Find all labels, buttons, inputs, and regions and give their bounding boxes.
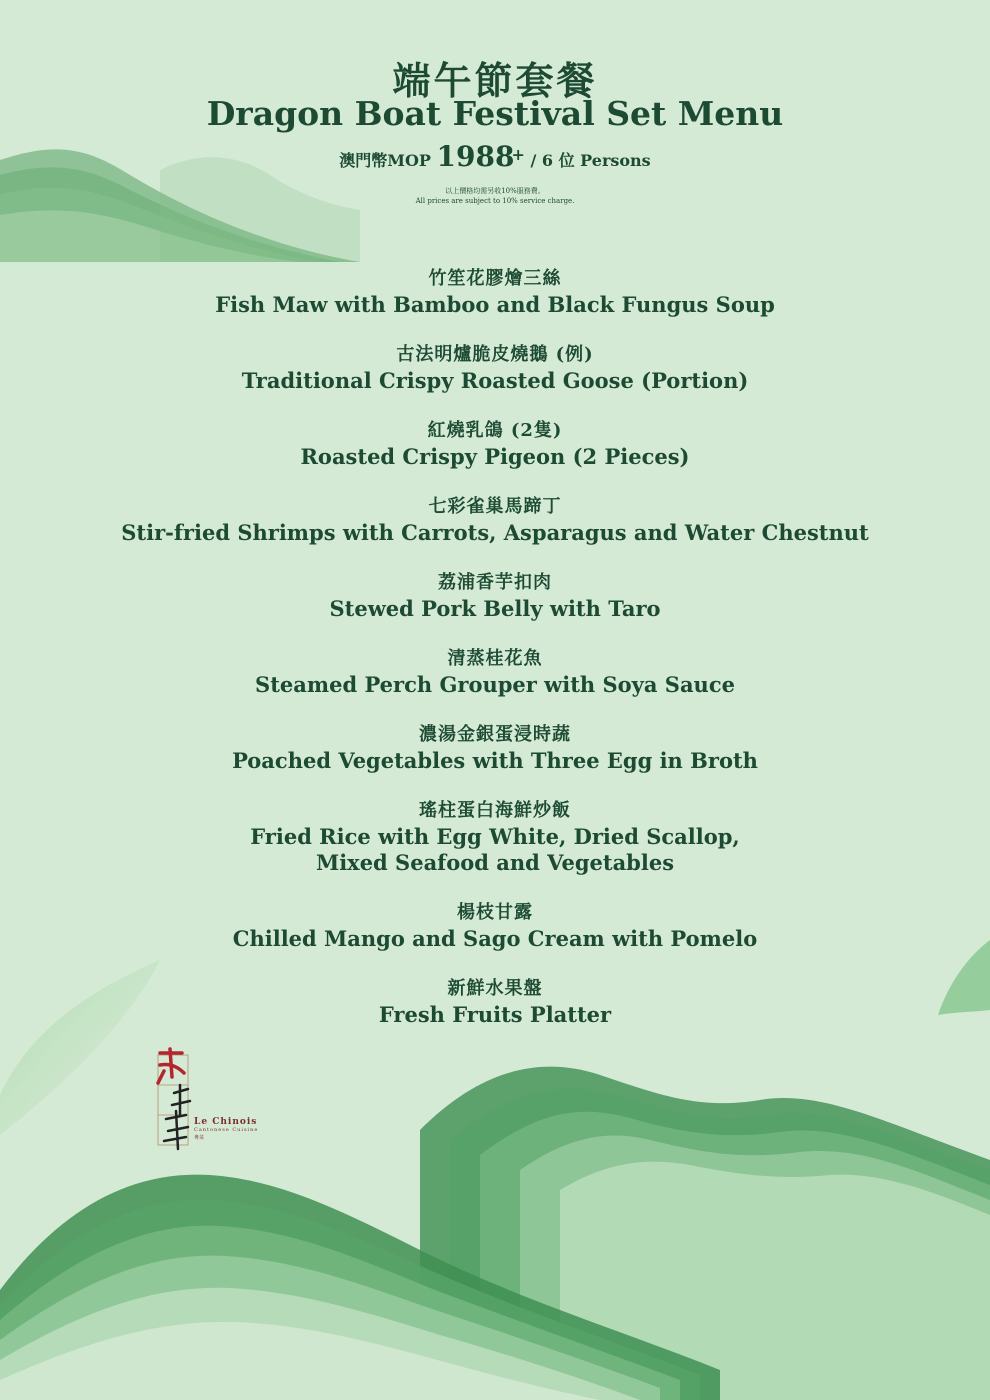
- dish-name-english: Steamed Perch Grouper with Soya Sauce: [255, 672, 735, 697]
- dish-name-chinese: 楊枝甘露: [457, 902, 533, 923]
- dish-name-english: Stir-fried Shrimps with Carrots, Asparagus and Water Chestnut: [121, 520, 869, 545]
- dish-name-chinese: 七彩雀巢馬蹄丁: [428, 496, 562, 517]
- dish-name-english: Traditional Crispy Roasted Goose (Portion): [241, 368, 749, 393]
- logo-brand-name: Le Chinois: [194, 1117, 258, 1127]
- dish-name-english: Fried Rice with Egg White, Dried Scallop, Mixed Seafood and Vegetables: [250, 824, 740, 875]
- menu-list: [0, 266, 990, 1052]
- currency-label: 澳門幣MOP: [339, 151, 431, 170]
- menu-item: [0, 900, 990, 952]
- dish-name-english: Fish Maw with Bamboo and Black Fungus Soup: [215, 292, 775, 317]
- dish-name-english: Chilled Mango and Sago Cream with Pomelo: [232, 926, 758, 951]
- restaurant-logo: [150, 1045, 280, 1155]
- page-title-chinese: 端午節套餐: [392, 58, 598, 103]
- service-note-english: All prices are subject to 10% service charge.: [415, 197, 575, 205]
- dish-name-chinese: 新鮮水果盤: [447, 978, 543, 999]
- dish-name-english: Fresh Fruits Platter: [378, 1002, 612, 1027]
- dish-name-chinese: 紅燒乳鴿 (2隻): [427, 420, 563, 441]
- menu-item: [0, 798, 990, 876]
- service-charge-note: [0, 186, 990, 206]
- menu-item: [0, 342, 990, 394]
- menu-item: [0, 494, 990, 546]
- dish-name-english: Poached Vegetables with Three Egg in Broth: [232, 748, 758, 773]
- dish-name-chinese: 清蒸桂花魚: [447, 648, 543, 669]
- menu-item: [0, 570, 990, 622]
- dish-name-english: Roasted Crispy Pigeon (2 Pieces): [300, 444, 690, 469]
- price-line: [0, 140, 990, 173]
- price-per-persons: / 6 位 Persons: [530, 151, 651, 170]
- menu-item: [0, 722, 990, 774]
- logo-mark-icon: [150, 1045, 280, 1155]
- menu-item: [0, 976, 990, 1028]
- dish-name-chinese: 濃湯金銀蛋浸時蔬: [419, 724, 571, 745]
- menu-item: [0, 266, 990, 318]
- dish-name-chinese: 竹笙花膠燴三絲: [428, 268, 562, 289]
- dish-name-chinese: 荔浦香芋扣肉: [438, 572, 552, 593]
- dish-name-english: Stewed Pork Belly with Taro: [329, 596, 661, 621]
- service-note-chinese: 以上價格均需另收10%服務費。: [445, 187, 545, 195]
- page-title-english: Dragon Boat Festival Set Menu: [206, 94, 784, 133]
- price-plus: +: [511, 144, 525, 164]
- price-amount: 1988: [436, 140, 515, 173]
- logo-subtitle-chinese: 粵菜: [194, 1135, 205, 1141]
- dish-name-chinese: 古法明爐脆皮燒鵝 (例): [396, 344, 594, 365]
- menu-item: [0, 418, 990, 470]
- dish-name-chinese: 瑤柱蛋白海鮮炒飯: [419, 800, 571, 821]
- logo-subtitle: Cantonese Cuisine: [194, 1127, 259, 1133]
- menu-item: [0, 646, 990, 698]
